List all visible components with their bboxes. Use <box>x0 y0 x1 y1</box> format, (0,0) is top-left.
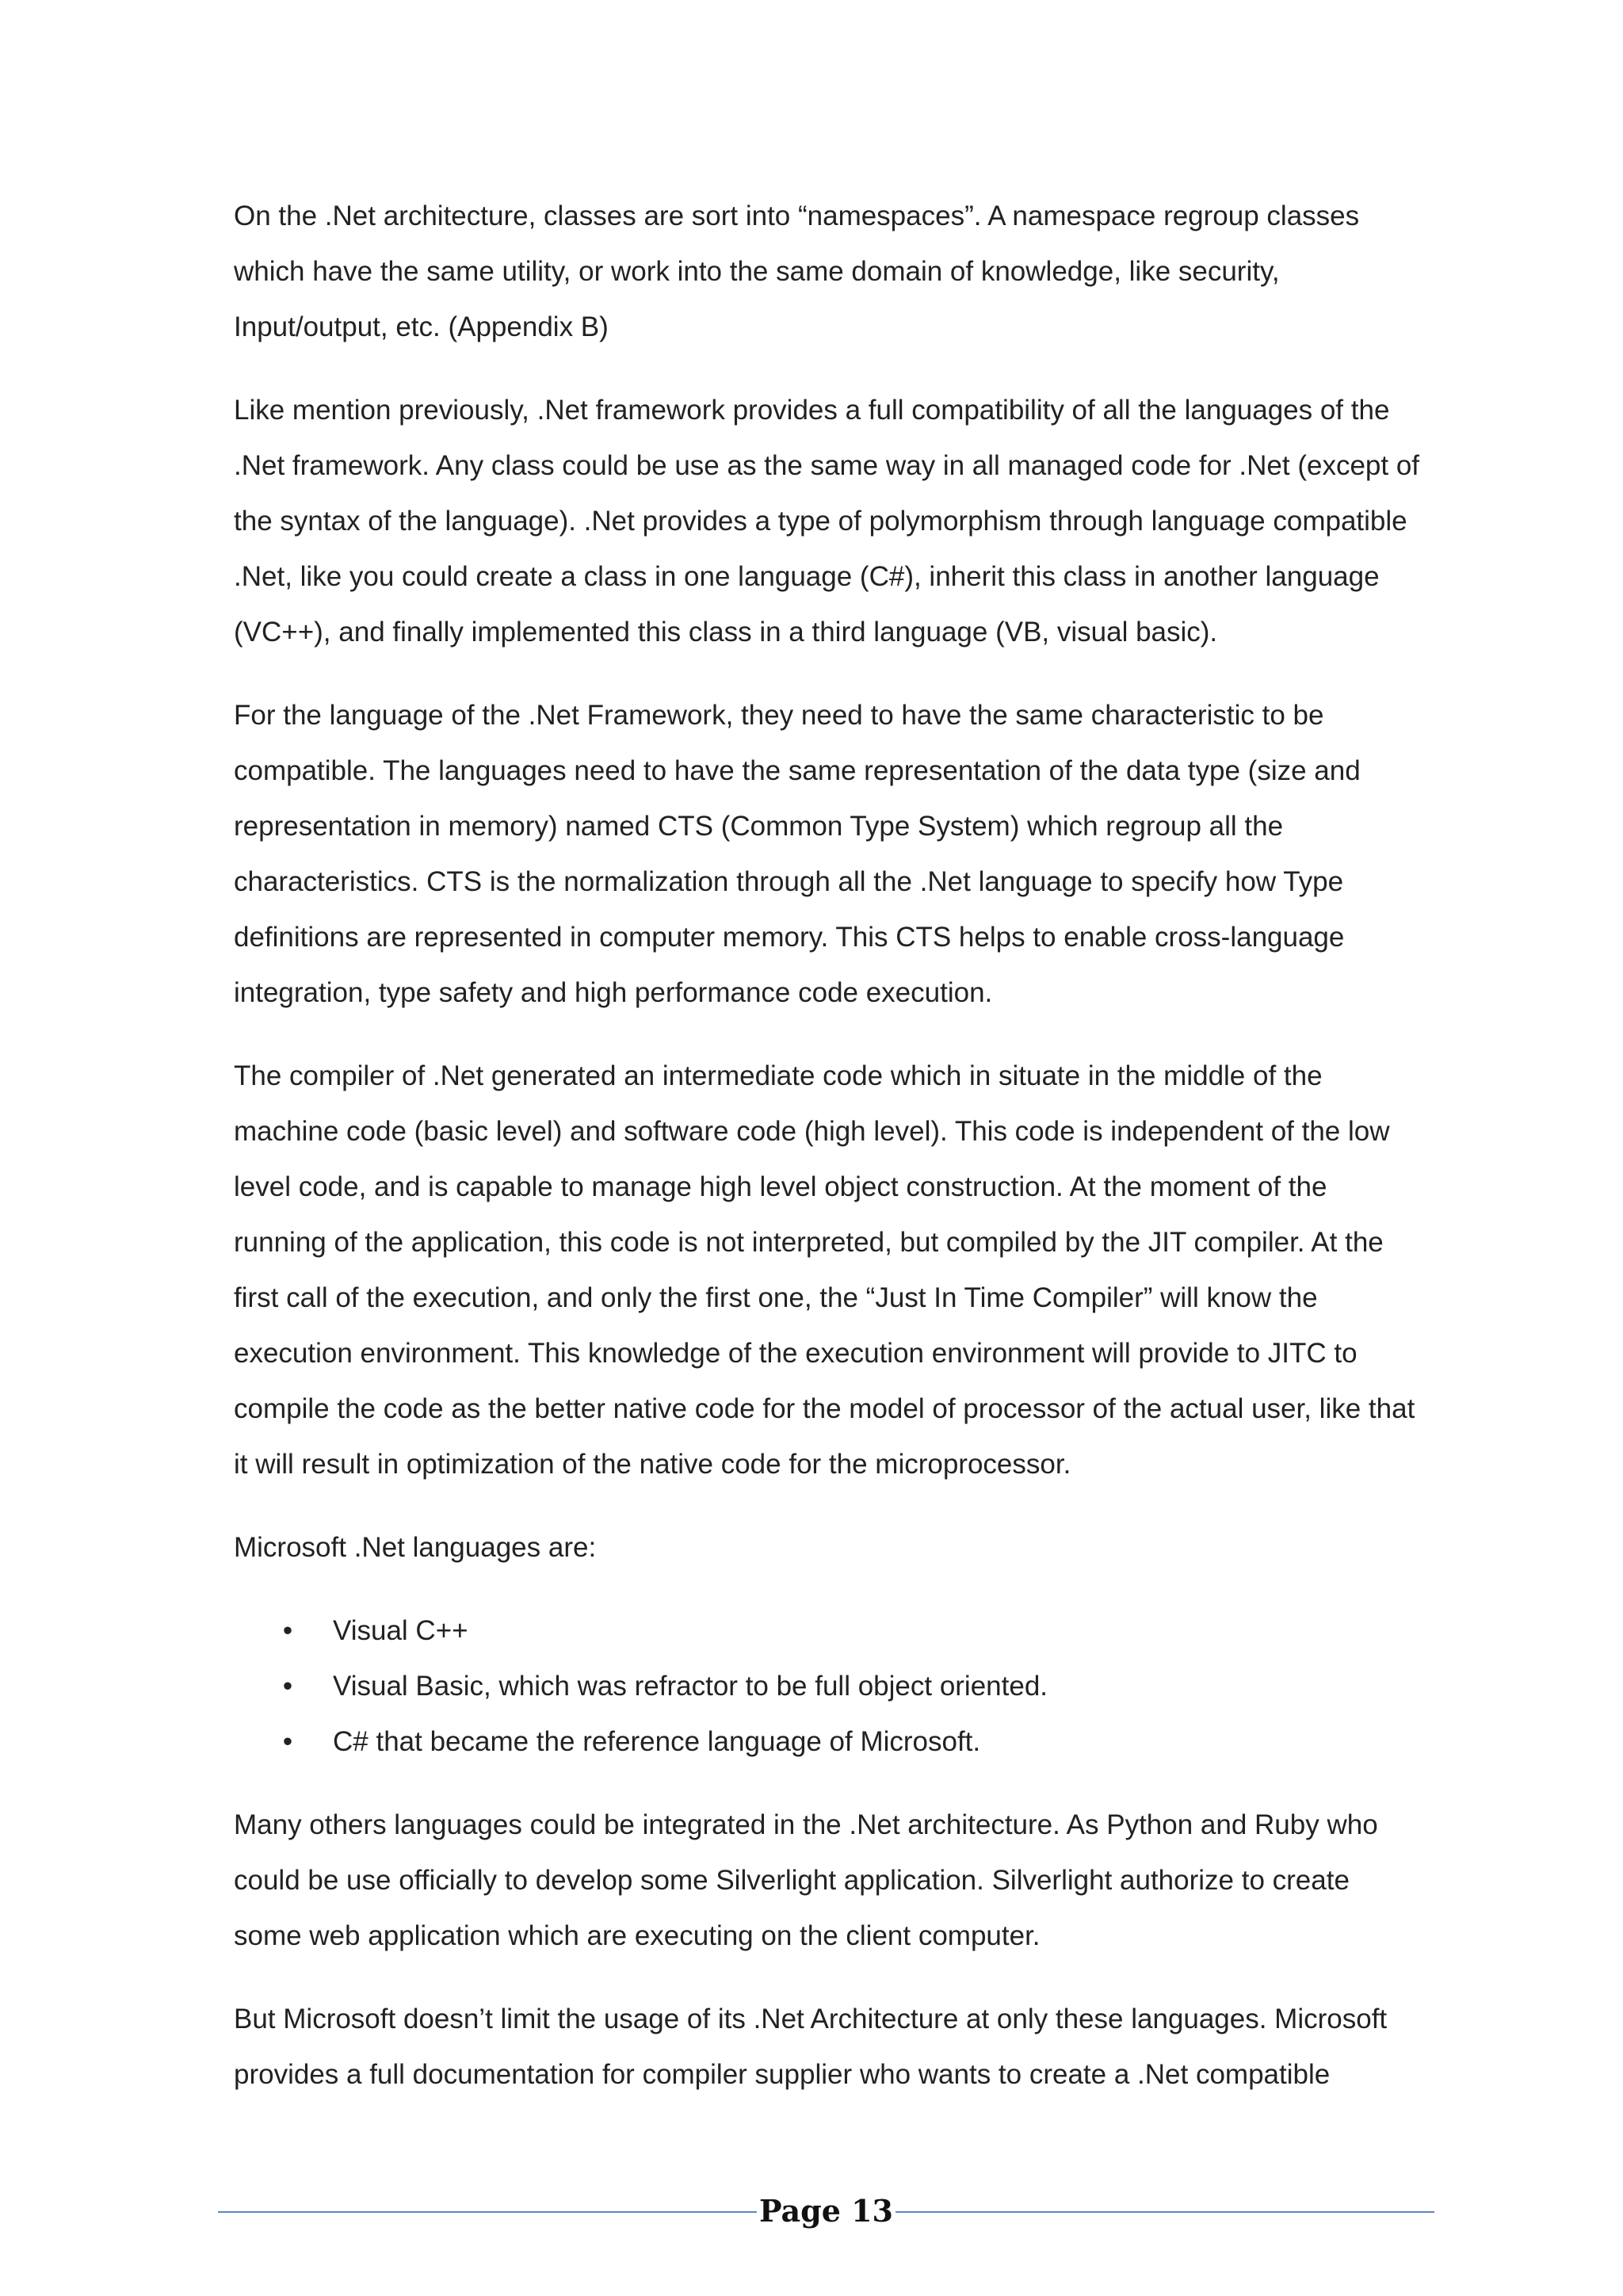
paragraph-other-languages: Many others languages could be integrated in the .Net architecture. As Python and Ruby who could be use officially to develop some Silverlight application. Silverlight authorize to create some web application which are executing on the client computer. <box>234 1809 1378 1951</box>
list-item-text: Visual C++ <box>333 1615 468 1646</box>
paragraph-languages-intro: Microsoft .Net languages are: <box>234 1532 597 1563</box>
paragraph-namespaces: On the .Net architecture, classes are sort into “namespaces”. A namespace regroup classes which have the same utility, or work into the same domain of knowledge, like security, Input/output, etc. (Appendix B) <box>234 201 1360 342</box>
paragraph-cts: For the language of the .Net Framework, they need to have the same characteristic to be compatible. The languages need to have the same representation of the data type (size and representation in memory) named CTS (Common Type System) which regroup all the characteristics. CTS is the normalization through all the .Net language to specify how Type definitions are represented in computer memory. This CTS helps to enable cross-language integration, type safety and high performance code execution. <box>234 700 1361 1008</box>
paragraph-documentation: But Microsoft doesn’t limit the usage of its .Net Architecture at only these languages. Microsoft provides a full documentation for compiler supplier who wants to create a .Net compatible <box>234 2004 1388 2090</box>
page-number: Page 13 <box>758 2193 894 2229</box>
paragraph-compatibility: Like mention previously, .Net framework provides a full compatibility of all the languages of the .Net framework. Any class could be use as the same way in all managed code for .Net (except of the syntax of the language). .Net provides a type of polymorphism through language compatible .Net, like you could create a class in one language (C#), inherit this class in another language (VC++), and finally implemented this class in a third language (VB, visual basic). <box>234 395 1420 648</box>
list-item-text: C# that became the reference language of Microsoft. <box>333 1726 981 1757</box>
list-item-text: Visual Basic, which was refractor to be full object oriented. <box>333 1671 1048 1702</box>
footer-rule-left <box>218 2211 757 2213</box>
footer-rule-right <box>896 2211 1434 2213</box>
page-footer <box>218 2187 1434 2235</box>
list-item <box>234 1603 1423 1659</box>
paragraph-jit-compiler: The compiler of .Net generated an intermediate code which in situate in the middle of the machine code (basic level) and software code (high level). This code is independent of the low level code, and is capable to manage high level object construction. At the moment of the running of the application, this code is not interpreted, but compiled by the JIT compiler. At the first call of the execution, and only the first one, the “Just In Time Compiler” will know the execution environment. This knowledge of the execution environment will provide to JITC to compile the code as the better native code for the model of processor of the actual user, like that it will result in optimization of the native code for the microprocessor. <box>234 1060 1415 1480</box>
bullet-icon: • <box>282 1671 293 1702</box>
list-item <box>234 1659 1423 1714</box>
bullet-icon: • <box>282 1615 293 1646</box>
bullet-icon: • <box>282 1726 293 1757</box>
page-body <box>234 189 1423 2130</box>
list-item <box>234 1714 1423 1770</box>
languages-list <box>234 1603 1423 1770</box>
